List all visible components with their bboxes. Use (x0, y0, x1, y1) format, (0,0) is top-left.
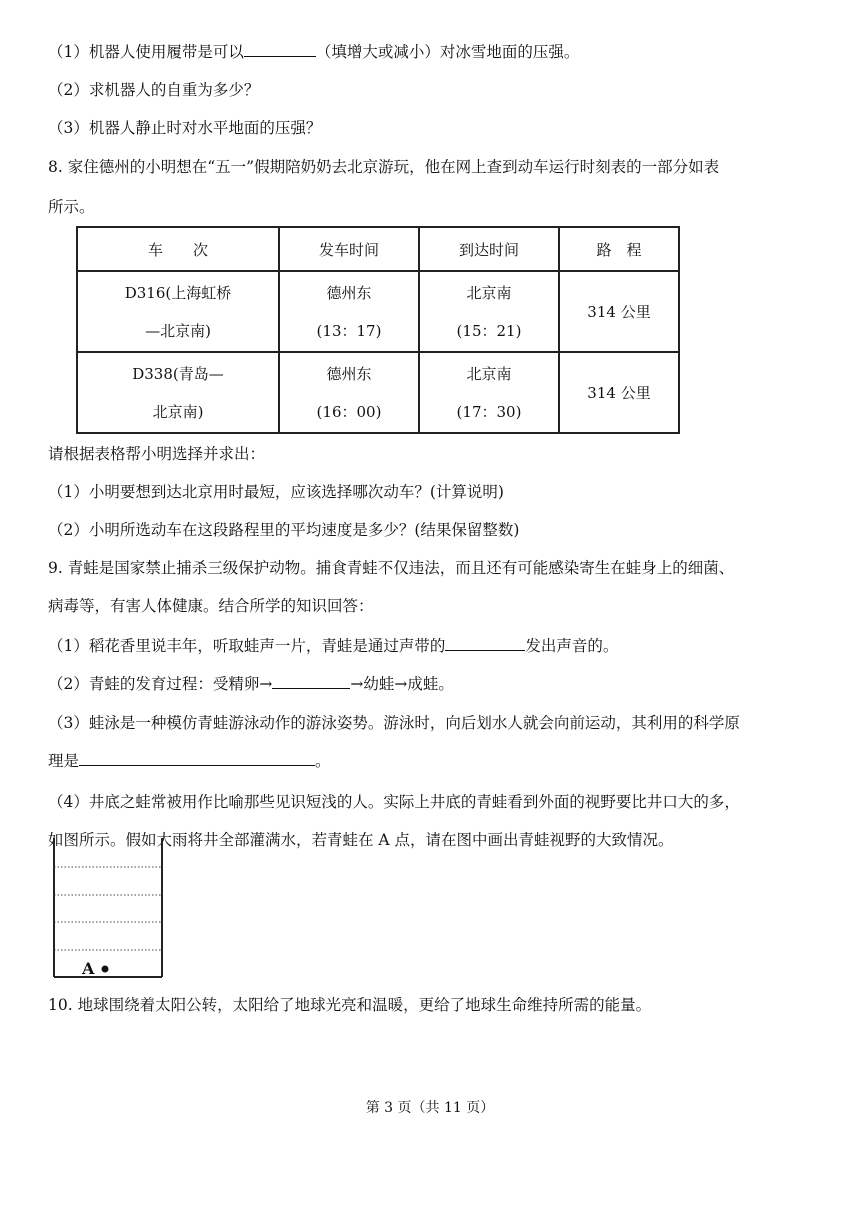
arrival-station: 北京南 (466, 283, 512, 302)
departure-time: (16：00) (316, 402, 382, 421)
q9-part2-text: （2）青蛙的发育过程：受精卵→ (48, 675, 273, 693)
q9-part2-blank[interactable] (272, 674, 350, 689)
q7-part1-blank[interactable] (244, 42, 316, 57)
arrival-time: (17：30) (456, 402, 522, 421)
q8-intro-line2: 所示。 (48, 198, 95, 216)
train-schedule-table (76, 226, 680, 434)
point-a-dot (102, 966, 109, 973)
well-figure (52, 838, 168, 984)
q9-part1 (48, 636, 618, 656)
cell-departure (279, 271, 419, 352)
q9-part2 (48, 674, 454, 694)
departure-station: 德州东 (326, 283, 372, 302)
q9-part1-text: （1）稻花香里说丰年，听取蛙声一片，青蛙是通过声带的 (48, 637, 446, 655)
header-train: 车 次 (77, 227, 279, 271)
train-name: D316(上海虹桥 (124, 283, 232, 302)
q9-part3-line1: （3）蛙泳是一种模仿青蛙游泳动作的游泳姿势。游泳时，向后划水人就会向前运动，其利用的科学原 (48, 714, 740, 732)
cell-train (77, 352, 279, 433)
q9-intro-line1: 9. 青蛙是国家禁止捕杀三级保护动物。捕食青蛙不仅违法，而且还有可能感染寄生在蛙身上的细菌、 (48, 559, 735, 577)
q9-part2-suffix: →幼蛙→成蛙。 (350, 675, 454, 693)
train-route: —北京南) (145, 321, 211, 340)
cell-arrival (419, 352, 559, 433)
header-departure: 发车时间 (279, 227, 419, 271)
q10-intro: 10. 地球围绕着太阳公转，太阳给了地球光亮和温暖，更给了地球生命维持所需的能量。 (48, 996, 652, 1014)
q7-part3: （3）机器人静止时对水平地面的压强？ (48, 119, 322, 137)
header-arrival: 到达时间 (419, 227, 559, 271)
q7-part1 (48, 42, 579, 62)
cell-distance: 314 公里 (559, 271, 679, 352)
arrival-station: 北京南 (466, 364, 512, 383)
q7-part1-text: （1）机器人使用履带是可以 (48, 43, 244, 61)
q7-part1-suffix: （填增大或减小）对冰雪地面的压强。 (315, 43, 580, 61)
departure-time: (13：17) (316, 321, 382, 340)
cell-departure (279, 352, 419, 433)
q8-intro-line1: 8. 家住德州的小明想在“五一”假期陪奶奶去北京游玩，他在网上查到动车运行时刻表的一部分如表 (48, 158, 720, 176)
train-route: 北京南) (152, 402, 204, 421)
q7-part2: （2）求机器人的自重为多少？ (48, 81, 260, 99)
q9-part1-blank[interactable] (445, 636, 525, 651)
page-number: 第 3 页（共 11 页） (365, 1100, 495, 1116)
table-row (77, 271, 679, 352)
q9-part3-line2 (48, 751, 331, 771)
q9-intro-line2: 病毒等，有害人体健康。结合所学的知识回答： (48, 597, 374, 615)
q9-part3-text: 理是 (48, 752, 80, 770)
q8-part1: （1）小明要想到达北京用时最短，应该选择哪次动车？(计算说明) (48, 483, 504, 501)
cell-arrival (419, 271, 559, 352)
table-header-row (77, 227, 679, 271)
q8-part2: （2）小明所选动车在这段路程里的平均速度是多少？(结果保留整数) (48, 521, 520, 539)
departure-station: 德州东 (326, 364, 372, 383)
q8-prompt: 请根据表格帮小明选择并求出： (48, 445, 266, 463)
cell-train (77, 271, 279, 352)
q9-part1-suffix: 发出声音的。 (525, 637, 619, 655)
cell-distance: 314 公里 (559, 352, 679, 433)
q9-part4-line2: 如图所示。假如大雨将井全部灌满水，若青蛙在 A 点，请在图中画出青蛙视野的大致情况。 (48, 831, 674, 849)
header-distance: 路 程 (559, 227, 679, 271)
table-row (77, 352, 679, 433)
q9-part3-suffix: 。 (315, 752, 331, 770)
train-name: D338(青岛— (132, 364, 224, 383)
q9-part4-line1: （4）井底之蛙常被用作比喻那些见识短浅的人。实际上井底的青蛙看到外面的视野要比井口大的多， (48, 793, 740, 811)
q9-part3-blank[interactable] (79, 751, 315, 766)
well-diagram (52, 838, 168, 980)
arrival-time: (15：21) (456, 321, 522, 340)
point-a-label: A (82, 959, 95, 978)
